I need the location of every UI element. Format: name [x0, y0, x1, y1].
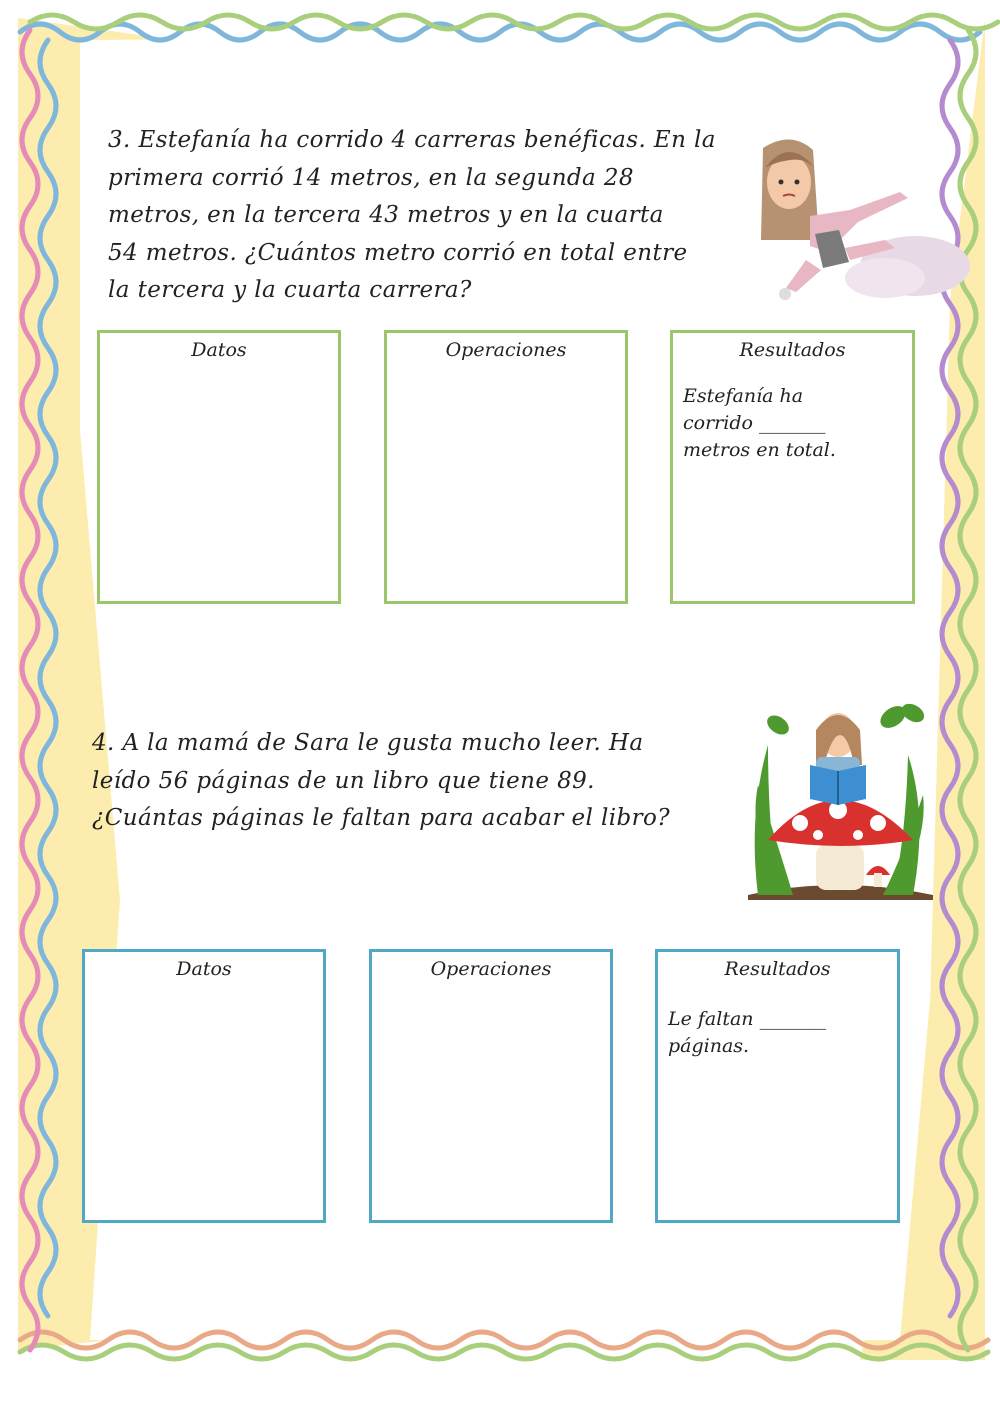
reading-girl-mushroom-illustration: [738, 695, 938, 900]
datos-header: Datos: [191, 339, 247, 361]
operaciones-header: Operaciones: [445, 339, 567, 361]
problem-3-line: 54 metros. ¿Cuántos metro corrió en total entre: [108, 239, 688, 266]
answer-line: páginas.: [668, 1035, 750, 1057]
answer-text-3: [673, 383, 912, 464]
problem-3-text: [108, 122, 773, 310]
problem-3-line: primera corrió 14 metros, en la segunda 28: [108, 164, 634, 191]
answer-text-4: [658, 1006, 897, 1060]
operaciones-box-3[interactable]: [384, 330, 628, 604]
operaciones-header: Operaciones: [430, 958, 552, 980]
datos-box-4[interactable]: [82, 949, 326, 1223]
problem-3-line: la tercera y la cuarta carrera?: [108, 277, 472, 303]
problem-4-line: ¿Cuántas páginas le faltan para acabar el libro?: [92, 805, 671, 831]
answer-line: Estefanía ha: [683, 385, 804, 407]
resultados-box-3[interactable]: [670, 330, 915, 604]
problem-4-line: 4. A la mamá de Sara le gusta mucho leer. Ha: [92, 730, 644, 756]
resultados-box-4[interactable]: [655, 949, 900, 1223]
running-girl-illustration: [755, 138, 970, 308]
problem-4-line: leído 56 páginas de un libro que tiene 89.: [92, 767, 595, 794]
answer-line: Le faltan _______: [668, 1008, 827, 1030]
datos-box-3[interactable]: [97, 330, 341, 604]
problem-3-line: metros, en la tercera 43 metros y en la cuarta: [108, 202, 664, 228]
resultados-header: Resultados: [724, 958, 831, 980]
problem-4-text: [92, 725, 752, 838]
operaciones-box-4[interactable]: [369, 949, 613, 1223]
problem-3-line: 3. Estefanía ha corrido 4 carreras benéficas. En la: [108, 127, 716, 153]
answer-line: corrido _______: [683, 412, 826, 434]
resultados-header: Resultados: [739, 339, 846, 361]
datos-header: Datos: [176, 958, 232, 980]
answer-line: metros en total.: [683, 439, 836, 461]
